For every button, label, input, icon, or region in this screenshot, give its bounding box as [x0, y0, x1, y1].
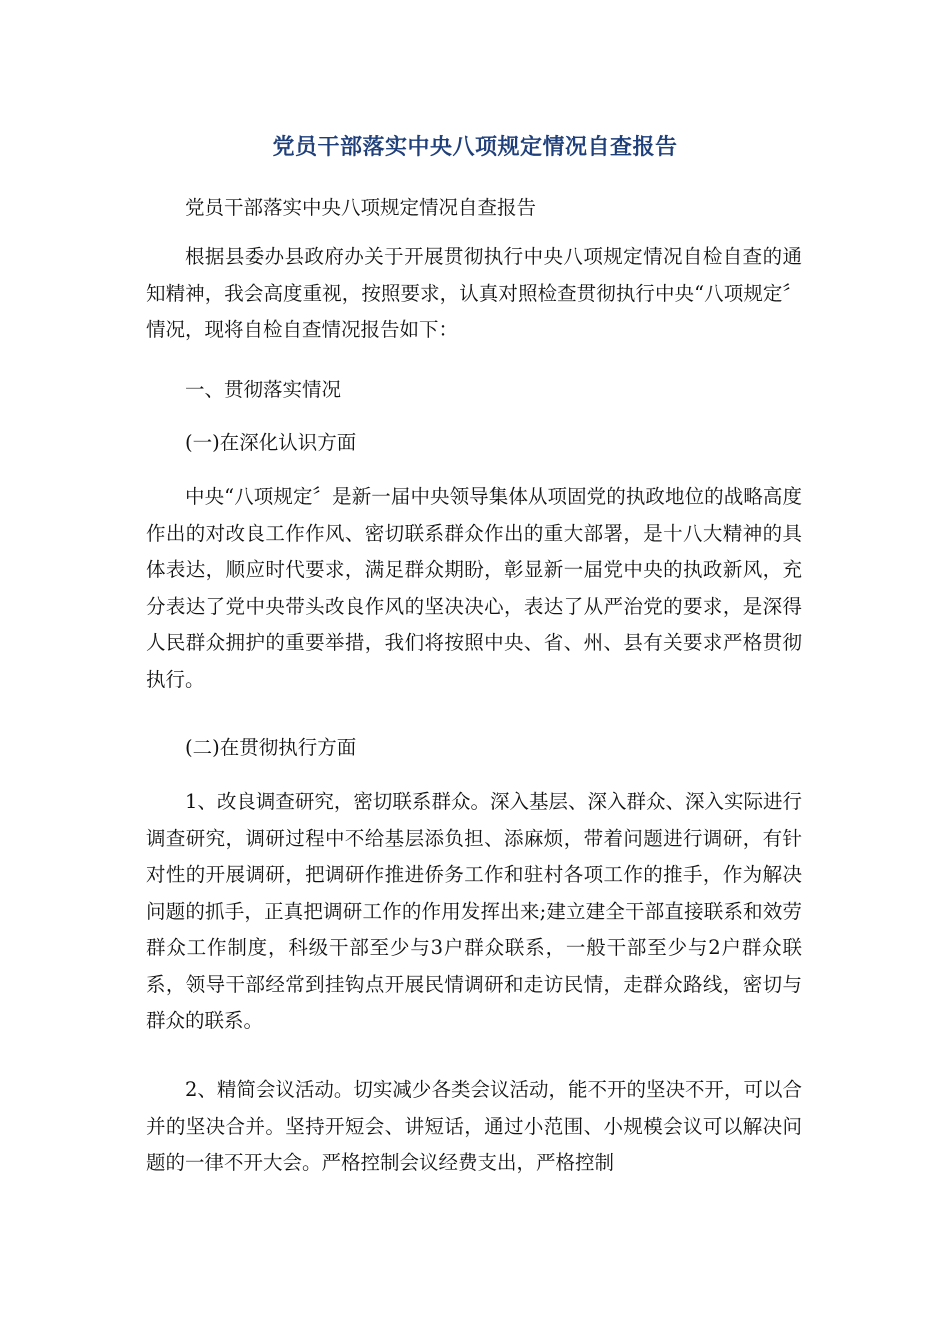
- subsection-heading-1-wrap: [146, 425, 802, 462]
- paragraph-intro-wrap: [146, 239, 802, 349]
- paragraph-item-2-wrap: [146, 1072, 802, 1182]
- subsection-heading-2-wrap: [146, 730, 802, 767]
- paragraph-eight-rules-wrap: [146, 479, 802, 698]
- subsection-heading-2: (二)在贯彻执行方面: [185, 736, 357, 759]
- paragraph-item-1-wrap: [146, 784, 802, 1040]
- paragraph-item-1: 1、改良调查研究，密切联系群众。深入基层、深入群众、深入实际进行调查研究，调研过程中不给基层添负担、添麻烦，带着问题进行调研，有针对性的开展调研，把调研作推进侨务工作和驻村各项工作的推手，作为解决问题的抓手，正真把调研工作的作用发挥出来;建立建全干部直接联系和效劳群众工作制度，科级干部至少与3户群众联系，一般干部至少与2户群众联系，领导干部经常到挂钩点开展民情调研和走访民情，走群众路线，密切与群众的联系。: [146, 790, 802, 1032]
- document-subtitle: 党员干部落实中央八项规定情况自查报告: [185, 196, 537, 219]
- document-title: 党员干部落实中央八项规定情况自查报告: [272, 135, 678, 160]
- paragraph-intro: 根据县委办县政府办关于开展贯彻执行中央八项规定情况自检自查的通知精神，我会高度重视，按照要求，认真对照检查贯彻执行中央“八项规定〞情况，现将自检自查情况报告如下：: [146, 245, 802, 341]
- section-heading-1: 一、贯彻落实情况: [185, 378, 342, 401]
- paragraph-eight-rules: 中央“八项规定〞是新一届中央领导集体从项固党的执政地位的战略高度作出的对改良工作作风、密切联系群众作出的重大部署，是十八大精神的具体表达，顺应时代要求，满足群众期盼，彰显新一届党中央的执政新风，充分表达了党中央带头改良作风的坚决决心，表达了从严治党的要求，是深得人民群众拥护的重要举措，我们将按照中央、省、州、县有关要求严格贯彻执行。: [146, 485, 802, 691]
- paragraph-subtitle-wrap: [146, 190, 802, 227]
- paragraph-item-2: 2、精简会议活动。切实减少各类会议活动，能不开的坚决不开，可以合并的坚决合并。坚持开短会、讲短话，通过小范围、小规模会议可以解决问题的一律不开大会。严格控制会议经费支出，严格控制: [146, 1078, 802, 1174]
- section-heading-wrap: [146, 372, 802, 409]
- subsection-heading-1: (一)在深化认识方面: [185, 431, 357, 454]
